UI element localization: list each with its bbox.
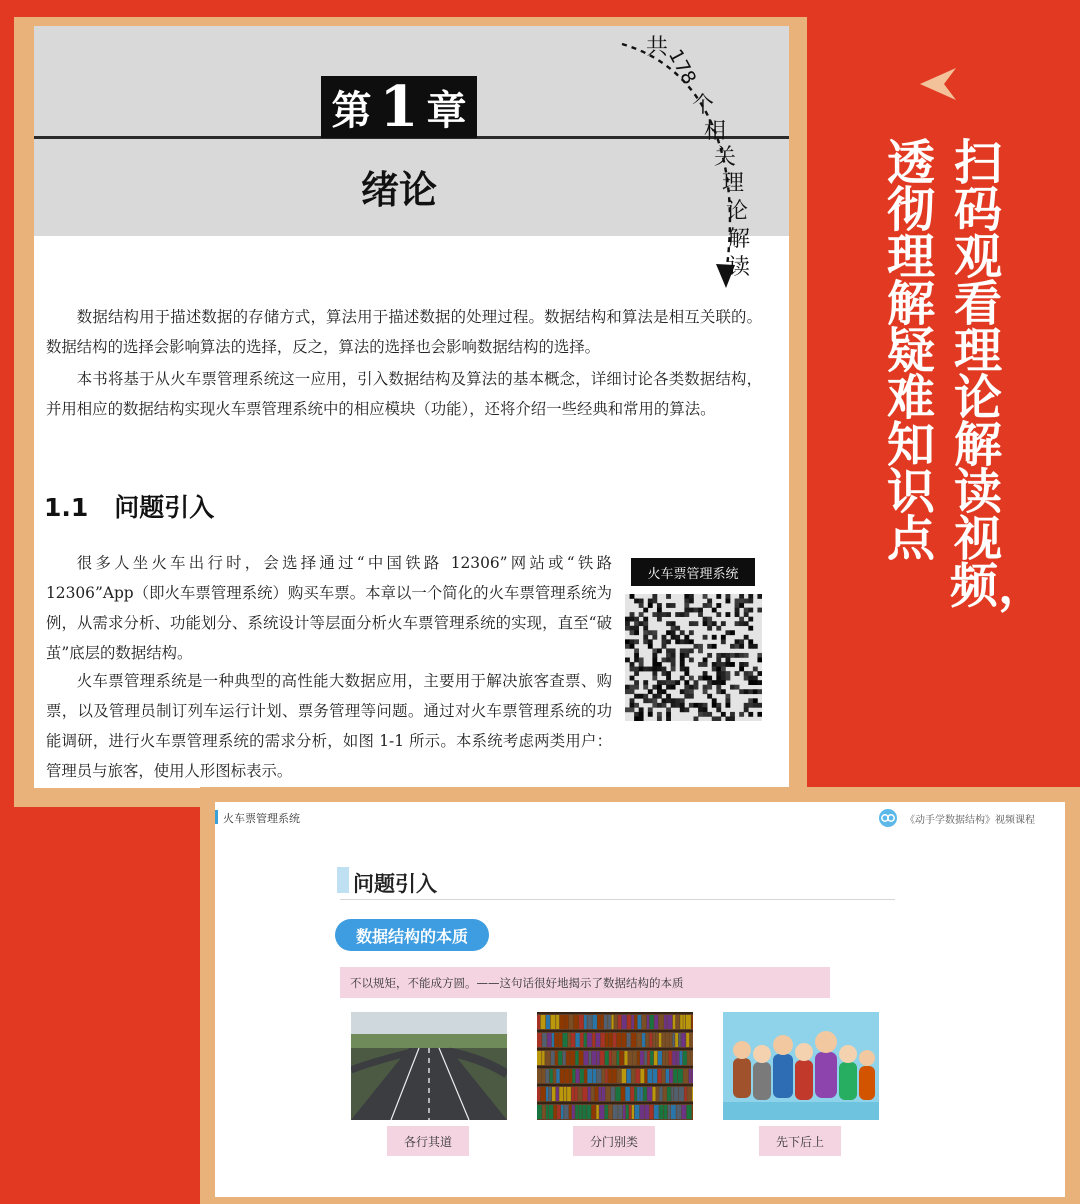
caption-2: 分门别类 <box>573 1126 655 1156</box>
topic-pill: 数据结构的本质 <box>335 919 489 951</box>
chapter-suffix: 章 <box>426 86 467 134</box>
arc-char-6: 理 <box>722 171 745 196</box>
crowd-cartoon-image <box>723 1012 879 1120</box>
course-logo-icon <box>878 808 898 828</box>
chapter-number: 1 <box>379 74 419 140</box>
arc-char-1: 共 <box>646 35 669 60</box>
video-section-title: 问题引入 <box>353 872 437 896</box>
book-frame <box>14 17 807 807</box>
arc-char-8: 解 <box>728 227 751 252</box>
intro-paragraph-1: 数据结构用于描述数据的存储方式，算法用于描述数据的处理过程。数据结构和算法是相互关联的。数据结构的选择会影响算法的选择，反之，算法的选择也会影响数据结构的选择。 <box>46 308 762 356</box>
quote-banner: 不以规矩，不能成方圆。——这句话很好地揭示了数据结构的本质 <box>340 967 830 998</box>
title-divider <box>340 899 895 900</box>
section-heading <box>44 488 214 524</box>
qr-code-icon[interactable] <box>625 594 762 721</box>
caption-3: 先下后上 <box>759 1126 841 1156</box>
intro-paragraph-2: 本书将基于从火车票管理系统这一应用，引入数据结构及算法的基本概念，详细讨论各类数据结构，并用相应的数据结构实现火车票管理系统中的相应模块（功能），还将介绍一些经典和常用的算法。 <box>46 370 762 418</box>
left-arrow-icon <box>918 66 958 102</box>
bookshelves-image <box>537 1012 693 1120</box>
section-title-marker <box>337 867 349 893</box>
video-app-title: 火车票管理系统 <box>223 812 300 825</box>
slogan-column-right: 扫码观看理论解读视频， <box>950 135 1047 614</box>
section-paragraph-2: 火车票管理系统是一种典型的高性能大数据应用，主要用于解决旅客查票、购票，以及管理员制订列车运行计划、票务管理等问题。通过对火车票管理系统的功能调研，进行火车票管理系统的需求分析，如图 1-1 所示。本系统考虑两类用户：管理员与旅客，使用人形图标表示。 <box>46 672 612 780</box>
arc-char-5: 关 <box>714 145 737 170</box>
section-paragraph-1: 很多人坐火车出行时，会选择通过“中国铁路 12306”网站或“铁路 12306”App（即火车票管理系统）购买车票。本章以一个简化的火车票管理系统为例，从需求分析、功能划分、系统设计等层面分析火车票管理系统的实现，直至“破茧”底层的数据结构。 <box>46 554 612 662</box>
dashed-arc-arrow-icon <box>604 26 789 296</box>
book-page <box>34 26 789 788</box>
arc-char-4: 相 <box>704 119 727 144</box>
arc-char-9: 读 <box>728 255 751 280</box>
arc-char-3: 个 <box>692 93 715 118</box>
video-top-bar <box>215 802 1065 830</box>
highway-image <box>351 1012 507 1120</box>
chapter-prefix: 第 <box>331 86 372 134</box>
video-frame <box>200 787 1080 1204</box>
course-label: 《动手学数据结构》视频课程 <box>905 815 1035 826</box>
slogan-column-left: 透彻理解疑难知识点 <box>886 135 935 567</box>
video-screen[interactable] <box>215 802 1065 1197</box>
arc-char-2: 178 <box>663 45 701 89</box>
chapter-title: 绪论 <box>360 168 437 212</box>
section-number: 1.1 <box>44 493 89 522</box>
qr-label: 火车票管理系统 <box>631 558 755 586</box>
arc-char-7: 论 <box>726 199 749 224</box>
caption-1: 各行其道 <box>387 1126 469 1156</box>
section-title: 问题引入 <box>114 493 215 522</box>
top-bar-accent <box>215 810 218 824</box>
chapter-number-box <box>321 76 477 138</box>
